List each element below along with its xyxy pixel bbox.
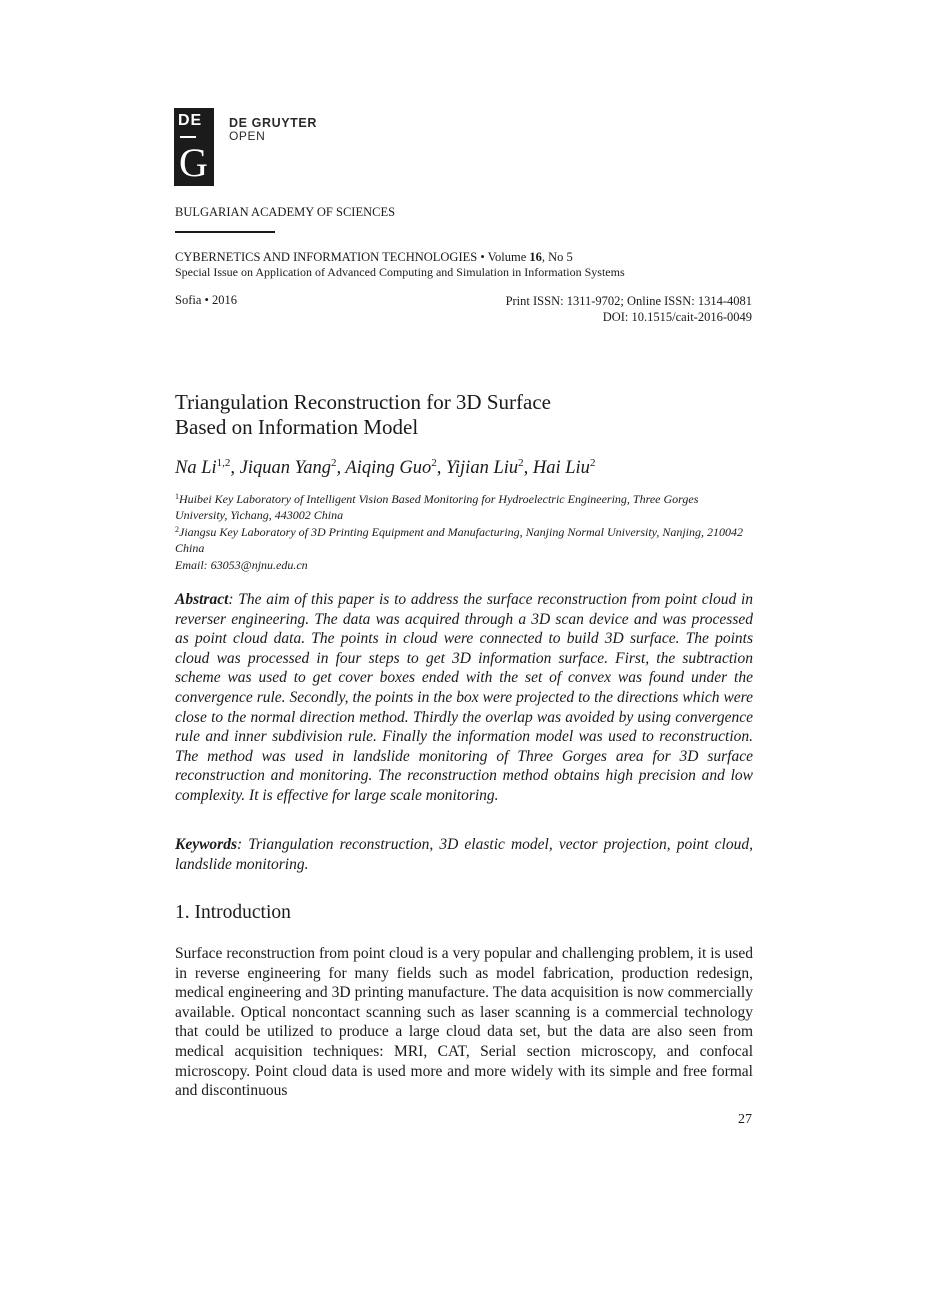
introduction-paragraph: Surface reconstruction from point cloud is a very popular and challenging problem, it is used in reverse engineering for many fields such as model fabrication, production redesign, medical engineering and 3D printing manufacture. The data acquisition is now commercially available. Optical noncontact scanning such as laser scanning is a commercial technology that could be utilized to produce a large cloud data set, but the data are also seen from medical acquisition techniques: MRI, CAT, Serial section microscopy, and confocal microscopy. Point cloud data is used more and more widely with its simple and free formal and discontinuous bbox=[175, 945, 753, 1100]
journal-issue: , No 5 bbox=[541, 250, 573, 264]
author-list bbox=[175, 458, 595, 479]
author-separator: , bbox=[523, 458, 533, 478]
keywords bbox=[175, 835, 753, 874]
header-divider bbox=[175, 231, 275, 233]
author-name: Aiqing Guo bbox=[345, 458, 432, 478]
page-number: 27 bbox=[738, 1112, 752, 1127]
journal-name: CYBERNETICS AND INFORMATION TECHNOLOGIES • Volume bbox=[175, 250, 530, 264]
publisher-subtitle: OPEN bbox=[229, 129, 266, 143]
author-affiliation-mark: 2 bbox=[431, 457, 437, 469]
paper-title bbox=[175, 390, 551, 440]
affiliation-text: Jiangsu Key Laboratory of 3D Printing Equipment and Manufacturing, Nanjing Normal University, Nanjing, 210042 China bbox=[175, 524, 743, 556]
logo-de-text: DE bbox=[178, 112, 203, 129]
author-affiliation-mark: 2 bbox=[589, 457, 596, 469]
logo-g-text: G bbox=[179, 140, 208, 185]
author-separator: , bbox=[230, 458, 240, 478]
doi: DOI: 10.1515/cait-2016-0049 bbox=[602, 310, 752, 324]
section-heading: 1. Introduction bbox=[175, 902, 291, 923]
publisher-title: DE GRUYTER bbox=[229, 116, 317, 130]
journal-volume: 16 bbox=[529, 250, 542, 264]
paper-title-line: Based on Information Model bbox=[175, 415, 419, 439]
author-separator: , bbox=[436, 458, 446, 478]
special-issue: Special Issue on Application of Advanced Computing and Simulation in Information Systems bbox=[175, 265, 625, 279]
issn: Print ISSN: 1311-9702; Online ISSN: 1314-4081 bbox=[505, 294, 752, 308]
author-name: Yijian Liu bbox=[445, 458, 519, 478]
affiliations bbox=[175, 491, 753, 573]
author-affiliation-mark: 2 bbox=[518, 457, 524, 469]
place-year: Sofia • 2016 bbox=[175, 293, 238, 307]
de-gruyter-logo-icon bbox=[174, 108, 214, 186]
journal-line bbox=[175, 249, 573, 265]
affiliation-mark: 2 bbox=[175, 524, 179, 534]
affiliation-mark: 1 bbox=[175, 492, 179, 501]
issn-block bbox=[506, 293, 752, 325]
paper-title-line: Triangulation Reconstruction for 3D Surface bbox=[175, 390, 551, 414]
author-name: Na Li bbox=[175, 458, 217, 478]
abstract-text: : The aim of this paper is to address the surface reconstruction from point cloud in reverser engineering. The data was acquired through a 3D scan device and was processed as point cloud data. The points in cloud were connected to build 3D surface. The points cloud was processed in four steps to get 3D information surface. First, the subtraction scheme was used to get cover boxes ended with the set of convex was found under the convergence rule. Secondly, the points in the box were projected to the directions which were close to the normal direction method. Thirdly the overlap was avoided by using convergence rule and inner subdivision rule. Finally the information model was used to reconstruction. The method was used in landslide monitoring of Three Gorges area for 3D surface reconstruction and monitoring. The reconstruction method obtains high precision and low complexity. It is effective for large scale monitoring. bbox=[175, 591, 753, 804]
author-affiliation-mark: 2 bbox=[330, 457, 337, 469]
affiliation-text: Huibei Key Laboratory of Intelligent Vision Based Monitoring for Hydroelectric Engineering, Three Gorges University, Yichang, 443002 China bbox=[175, 492, 699, 523]
keywords-label: Keywords bbox=[175, 836, 237, 853]
author-name: Jiquan Yang bbox=[239, 458, 331, 478]
keywords-text: : Triangulation reconstruction, 3D elastic model, vector projection, point cloud, landslide monitoring. bbox=[175, 836, 753, 873]
author-separator: , bbox=[336, 458, 346, 478]
academy-name: BULGARIAN ACADEMY OF SCIENCES bbox=[175, 205, 396, 219]
publisher-name bbox=[229, 116, 317, 142]
author-email: Email: 63053@njnu.edu.cn bbox=[175, 557, 308, 572]
affiliation bbox=[175, 524, 753, 557]
abstract bbox=[175, 590, 753, 806]
abstract-label: Abstract bbox=[175, 591, 229, 608]
author-name: Hai Liu bbox=[532, 458, 590, 478]
author-affiliation-mark: 1,2 bbox=[216, 457, 231, 469]
logo-rule bbox=[180, 136, 196, 138]
affiliation bbox=[175, 491, 753, 524]
